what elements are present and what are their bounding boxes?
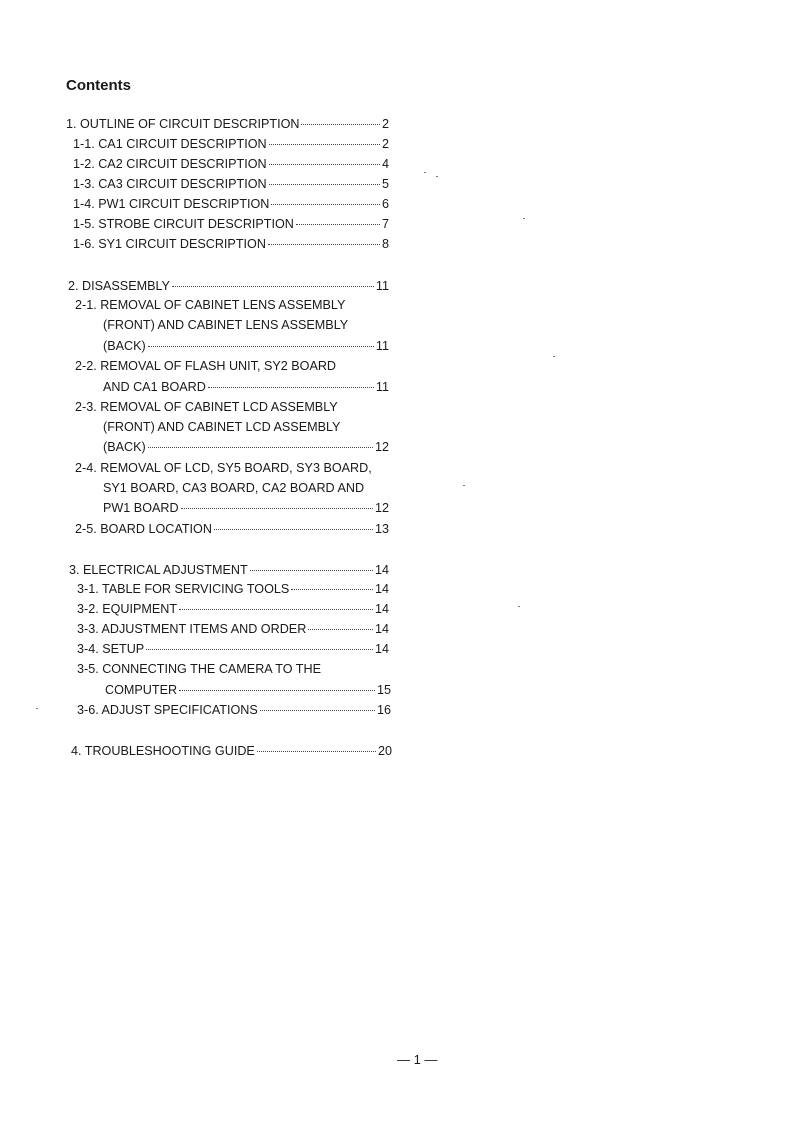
toc-entry-page: 12 xyxy=(374,501,389,515)
dot-leader xyxy=(179,690,375,691)
dot-leader xyxy=(179,609,373,610)
toc-entry-title: 3-2. EQUIPMENT xyxy=(77,602,178,616)
toc-entry-page: 13 xyxy=(374,522,389,536)
toc-entry-page: 6 xyxy=(381,197,389,211)
toc-entry[interactable] xyxy=(73,195,389,213)
dot-leader xyxy=(308,629,373,630)
dot-leader xyxy=(208,387,374,388)
toc-entry-title: 3-4. SETUP xyxy=(77,642,145,656)
dot-leader xyxy=(269,144,380,145)
toc-entry-title: 3-1. TABLE FOR SERVICING TOOLS xyxy=(77,582,290,596)
toc-entry[interactable] xyxy=(77,620,389,638)
dot-leader xyxy=(148,447,373,448)
dot-leader xyxy=(268,244,380,245)
toc-entry[interactable] xyxy=(73,135,389,153)
toc-entry-page: 12 xyxy=(374,440,389,454)
toc-entry[interactable] xyxy=(75,398,338,416)
toc-entry[interactable] xyxy=(75,459,372,477)
toc-entry-title: 4. TROUBLESHOOTING GUIDE xyxy=(71,744,255,758)
toc-entry-continuation[interactable] xyxy=(103,378,389,396)
toc-entry-continuation[interactable] xyxy=(105,681,391,699)
dot-leader xyxy=(291,589,373,590)
toc-entry-title: 1. OUTLINE OF CIRCUIT DESCRIPTION xyxy=(66,117,300,131)
dot-leader xyxy=(296,224,380,225)
toc-entry-page: 5 xyxy=(381,177,389,191)
toc-entry-page: 20 xyxy=(377,744,392,758)
dot-leader xyxy=(214,529,373,530)
toc-entry-title: 1-6. SY1 CIRCUIT DESCRIPTION xyxy=(73,237,266,251)
scan-speck xyxy=(424,172,426,173)
scan-speck xyxy=(463,485,465,486)
toc-entry[interactable] xyxy=(69,561,389,579)
dot-leader xyxy=(257,751,376,752)
toc-entry-page: 14 xyxy=(374,602,389,616)
toc-entry-title: 2-2. REMOVAL OF FLASH UNIT, SY2 BOARD xyxy=(75,359,337,373)
toc-entry-title: 2-3. REMOVAL OF CABINET LCD ASSEMBLY xyxy=(75,400,338,414)
toc-entry-title: COMPUTER xyxy=(105,683,178,697)
toc-entry-title: PW1 BOARD xyxy=(103,501,179,515)
scan-speck xyxy=(553,356,555,357)
toc-entry-title: 1-2. CA2 CIRCUIT DESCRIPTION xyxy=(73,157,267,171)
toc-entry[interactable] xyxy=(73,155,389,173)
dot-leader xyxy=(301,124,380,125)
toc-entry-page: 15 xyxy=(376,683,391,697)
page-title: Contents xyxy=(66,77,131,94)
scan-speck xyxy=(36,708,38,709)
toc-entry-page: 16 xyxy=(376,703,391,717)
toc-entry-page: 14 xyxy=(374,563,389,577)
toc-entry-page: 11 xyxy=(375,380,389,394)
toc-entry-title: 1-5. STROBE CIRCUIT DESCRIPTION xyxy=(73,217,294,231)
toc-entry-page: 14 xyxy=(374,642,389,656)
toc-entry-title: (FRONT) AND CABINET LENS ASSEMBLY xyxy=(103,318,349,332)
toc-entry[interactable] xyxy=(73,235,389,253)
toc-entry-page: 7 xyxy=(381,217,389,231)
toc-entry-title: 3-3. ADJUSTMENT ITEMS AND ORDER xyxy=(77,622,307,636)
toc-entry[interactable] xyxy=(77,640,389,658)
dot-leader xyxy=(181,508,373,509)
toc-entry-continuation[interactable] xyxy=(103,438,389,456)
toc-entry-page: 4 xyxy=(381,157,389,171)
dot-leader xyxy=(271,204,380,205)
toc-entry-title: 2-5. BOARD LOCATION xyxy=(75,522,212,536)
toc-entry[interactable] xyxy=(73,215,389,233)
dot-leader xyxy=(269,164,380,165)
toc-entry-title: 2. DISASSEMBLY xyxy=(68,279,170,293)
scan-speck xyxy=(523,218,525,219)
toc-entry-title: 3-6. ADJUST SPECIFICATIONS xyxy=(77,703,258,717)
toc-entry-page: 11 xyxy=(375,279,389,293)
toc-entry[interactable] xyxy=(77,600,389,618)
toc-entry-title: (BACK) xyxy=(103,440,146,454)
toc-entry[interactable] xyxy=(68,277,389,295)
toc-entry-title: (BACK) xyxy=(103,339,146,353)
toc-entry-page: 8 xyxy=(381,237,389,251)
toc-entry[interactable] xyxy=(77,701,391,719)
toc-entry-continuation[interactable] xyxy=(103,337,389,355)
toc-entry-title: SY1 BOARD, CA3 BOARD, CA2 BOARD AND xyxy=(103,481,365,495)
toc-entry-continuation xyxy=(103,316,348,334)
toc-entry-title: 1-4. PW1 CIRCUIT DESCRIPTION xyxy=(73,197,270,211)
toc-entry-title: 2-4. REMOVAL OF LCD, SY5 BOARD, SY3 BOARD, xyxy=(75,461,372,475)
dot-leader xyxy=(148,346,374,347)
toc-entry[interactable] xyxy=(75,357,336,375)
toc-entry[interactable] xyxy=(71,742,392,760)
toc-entry[interactable] xyxy=(66,115,389,133)
scan-speck xyxy=(436,176,438,177)
toc-entry[interactable] xyxy=(77,580,389,598)
dot-leader xyxy=(250,570,373,571)
toc-entry-title: AND CA1 BOARD xyxy=(103,380,206,394)
dot-leader xyxy=(146,649,373,650)
dot-leader xyxy=(269,184,380,185)
toc-entry-continuation xyxy=(103,479,364,497)
toc-entry[interactable] xyxy=(75,520,389,538)
toc-entry-title: 1-3. CA3 CIRCUIT DESCRIPTION xyxy=(73,177,267,191)
toc-entry[interactable] xyxy=(73,175,389,193)
toc-entry[interactable] xyxy=(77,660,321,678)
toc-entry-title: (FRONT) AND CABINET LCD ASSEMBLY xyxy=(103,420,341,434)
toc-entry-title: 3-5. CONNECTING THE CAMERA TO THE xyxy=(77,662,321,676)
scan-speck xyxy=(518,606,520,607)
toc-entry-page: 11 xyxy=(375,339,389,353)
toc-entry-title: 1-1. CA1 CIRCUIT DESCRIPTION xyxy=(73,137,267,151)
toc-entry-title: 2-1. REMOVAL OF CABINET LENS ASSEMBLY xyxy=(75,298,346,312)
page-number: — 1 — xyxy=(397,1052,438,1067)
dot-leader xyxy=(172,286,374,287)
dot-leader xyxy=(260,710,375,711)
toc-entry-page: 2 xyxy=(381,117,389,131)
toc-entry-continuation xyxy=(103,418,340,436)
toc-entry-page: 14 xyxy=(374,622,389,636)
toc-entry-title: 3. ELECTRICAL ADJUSTMENT xyxy=(69,563,248,577)
toc-entry-page: 2 xyxy=(381,137,389,151)
toc-entry-page: 14 xyxy=(374,582,389,596)
toc-entry[interactable] xyxy=(75,296,345,314)
toc-entry-continuation[interactable] xyxy=(103,499,389,517)
